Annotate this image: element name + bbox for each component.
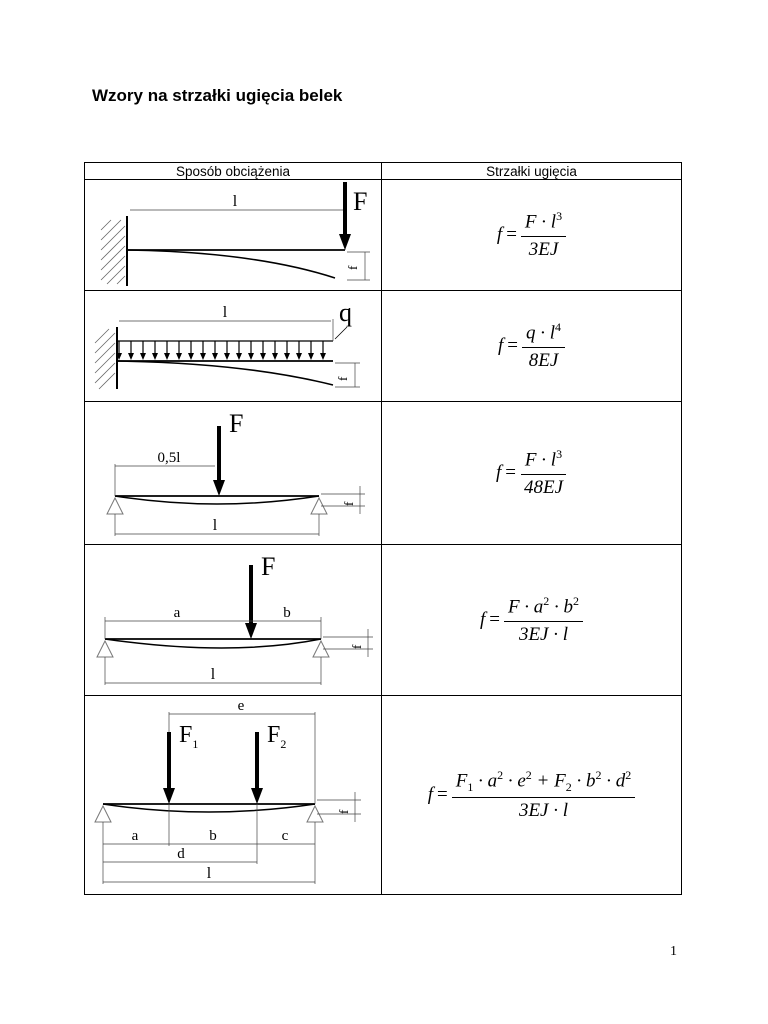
formula-cell [382, 696, 682, 895]
deflected-shape [127, 250, 335, 278]
table-header-row [85, 163, 682, 180]
formula-cell [382, 402, 682, 545]
formula-cell [382, 291, 682, 402]
label-F: F [261, 552, 276, 581]
cantilever-distributed-diagram [85, 291, 382, 401]
formula: f = $\frac{F_1 \cdot a^2 \cdot e^2 + F_2 \cdot b^2 \cdot d^2}{3EJ \cdot l}$ [428, 768, 635, 822]
label-a: a [173, 605, 181, 621]
label-F: F [229, 409, 244, 438]
simple-central-diagram [85, 402, 382, 544]
label-f: f [349, 644, 364, 649]
table-row [85, 291, 682, 402]
distributed-load-arrows [116, 341, 326, 360]
diagram-simple-central-load [85, 402, 382, 545]
label-l: l [212, 517, 218, 534]
deflected-shape [105, 639, 321, 648]
table-row [85, 545, 682, 696]
simple-two-loads-diagram [85, 696, 382, 894]
diagram-cantilever-distributed-load [85, 291, 382, 402]
label-d: d [177, 846, 185, 862]
table-row [85, 696, 682, 895]
label-b: b [283, 605, 291, 621]
label-half-l: 0,5l [157, 450, 181, 466]
deflected-shape [103, 804, 315, 812]
formula-cell [382, 545, 682, 696]
fixed-wall-hatch [101, 220, 125, 284]
label-F1: $F_1$ [179, 722, 199, 751]
fixed-wall-hatch [95, 329, 115, 389]
simple-eccentric-diagram [85, 545, 382, 695]
deflected-shape [115, 496, 319, 504]
formula: f = $\frac{F \cdot a^2 \cdot b^2}{3EJ \cdot l}$ [480, 594, 583, 645]
table-row [85, 402, 682, 545]
label-c: c [281, 828, 289, 844]
left-support [107, 498, 123, 514]
label-f: f [335, 376, 350, 381]
page-number: 1 [670, 944, 677, 959]
label-l: l [206, 865, 212, 882]
diagram-simple-eccentric-load [85, 545, 382, 696]
table-row [85, 180, 682, 291]
label-F2: $F_2$ [267, 722, 287, 751]
col-header-loading: Sposób obciążenia [85, 163, 382, 180]
label-l: l [232, 193, 238, 210]
formula-cell [382, 180, 682, 291]
label-e: e [237, 698, 245, 714]
left-support [97, 641, 113, 657]
label-f: f [341, 501, 356, 506]
label-f: f [345, 265, 360, 270]
label-q: q [339, 298, 352, 327]
label-l: l [210, 666, 216, 683]
formula: f = $\frac{F \cdot l^3}{48EJ}$ [496, 447, 567, 498]
formula: f = $\frac{q \cdot l^4}{8EJ}$ [498, 320, 565, 371]
page-title: Wzory na strzałki ugięcia belek [92, 86, 343, 105]
left-support [95, 806, 111, 822]
col-header-deflection: Strzałki ugięcia [382, 163, 682, 180]
deflected-shape [117, 361, 333, 385]
diagram-cantilever-point-load [85, 180, 382, 291]
cantilever-point-diagram [85, 180, 382, 290]
label-F: F [353, 187, 368, 216]
deflection-table [84, 162, 682, 895]
label-f: f [336, 809, 351, 814]
label-l: l [222, 304, 228, 321]
formula: f = $\frac{F \cdot l^3}{3EJ}$ [497, 209, 566, 260]
label-a: a [131, 828, 139, 844]
label-b: b [209, 828, 217, 844]
diagram-simple-two-loads [85, 696, 382, 895]
